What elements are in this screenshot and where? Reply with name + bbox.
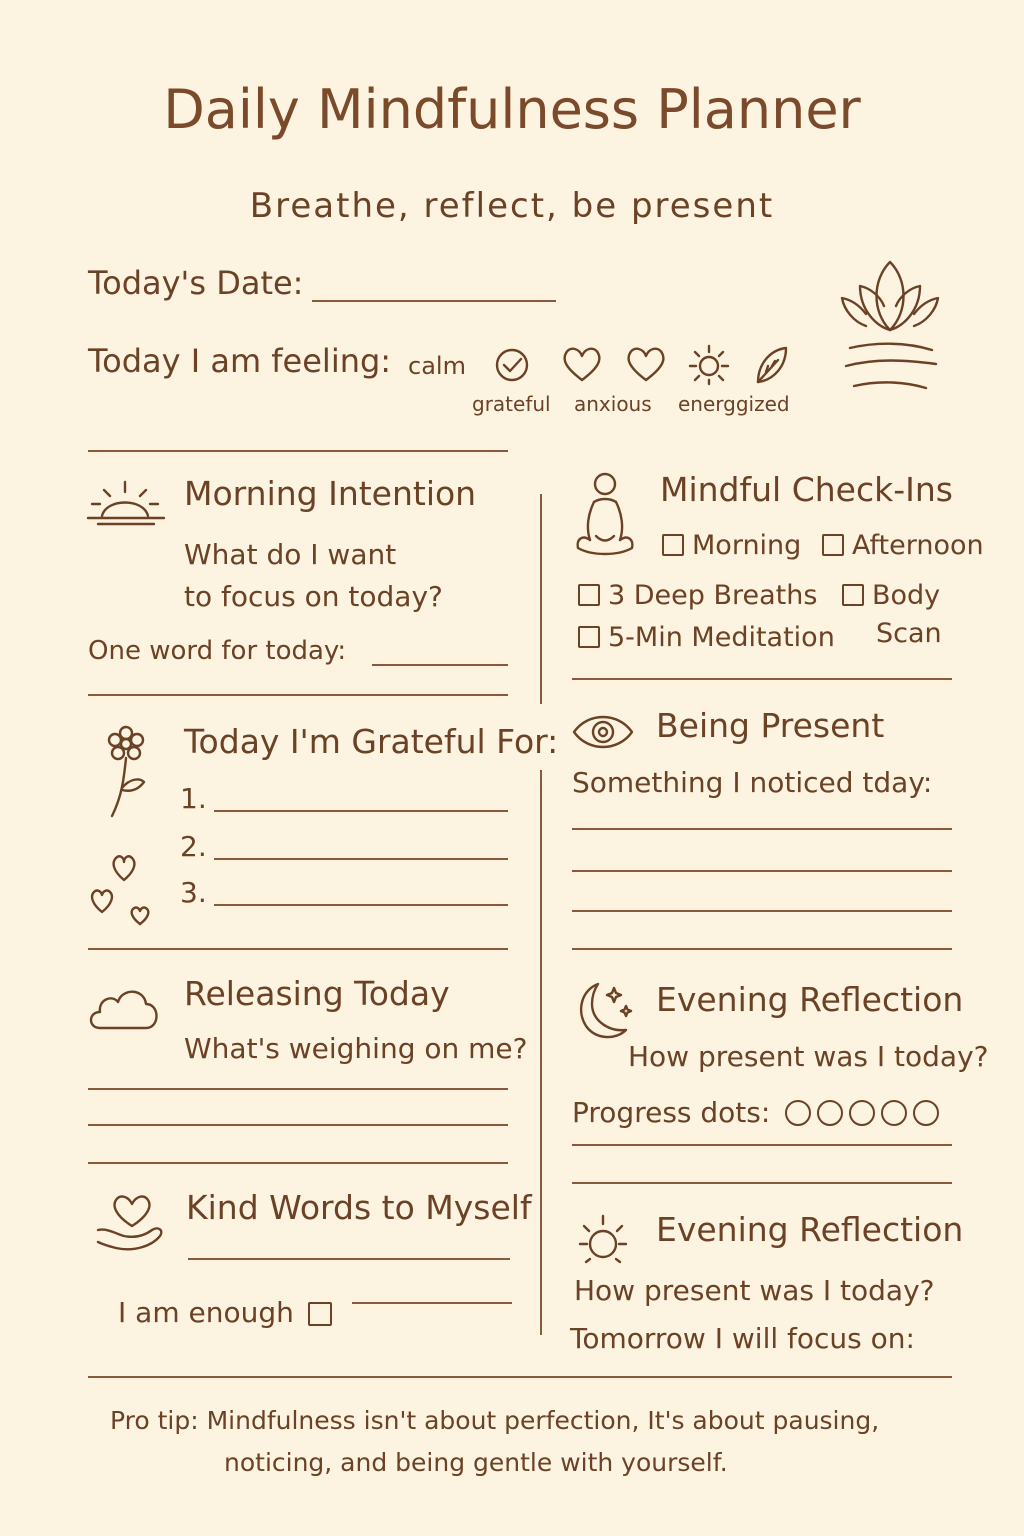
pro-tip-line-2: noticing, and being gentle with yourself. [224, 1448, 728, 1477]
enough-checkbox[interactable] [308, 1302, 340, 1328]
kind-line[interactable] [188, 1258, 510, 1260]
pro-tip-text-1: Mindfulness isn't about perfection, It's about pausing, [206, 1406, 880, 1435]
grateful-item-3-line[interactable] [214, 904, 508, 906]
one-word-label: One word for today: [88, 636, 347, 666]
present-line-1[interactable] [572, 828, 952, 830]
flower-icon [100, 724, 156, 820]
checkbox-icon[interactable] [822, 534, 844, 556]
morning-question-1: What do I want [184, 538, 397, 571]
checkbox-icon[interactable] [578, 584, 600, 606]
moon-stars-icon [568, 976, 638, 1046]
checkin-meditation-label: 5-Min Meditation [608, 622, 835, 653]
releasing-line-1[interactable] [88, 1088, 508, 1090]
check-circle-icon[interactable] [494, 345, 534, 385]
sun-icon [572, 1212, 634, 1270]
pro-tip-line-1 [110, 1406, 879, 1435]
enough-label: I am enough [118, 1296, 294, 1329]
hearts-icon [88, 846, 158, 930]
releasing-title: Releasing Today [184, 974, 450, 1013]
one-word-input-line[interactable] [372, 664, 508, 666]
heart-hand-icon [94, 1190, 170, 1256]
grateful-item-1-line[interactable] [214, 810, 508, 812]
feeling-label: Today I am feeling: [88, 342, 392, 380]
heart-icon[interactable] [560, 344, 604, 384]
progress-dot-3[interactable] [849, 1100, 875, 1126]
present-prompt: Something I noticed tday: [572, 766, 933, 799]
morning-divider [88, 694, 508, 696]
progress-dot-5[interactable] [913, 1100, 939, 1126]
lotus-icon [836, 252, 944, 402]
mood-anxious[interactable]: anxious [574, 392, 652, 416]
present-line-2[interactable] [572, 870, 952, 872]
grateful-item-2-number: 2. [180, 830, 207, 863]
checkin-scan-label: Scan [876, 618, 942, 649]
checkin-morning[interactable] [662, 530, 801, 561]
grateful-item-1-number: 1. [180, 782, 207, 815]
checkin-afternoon[interactable] [822, 530, 984, 561]
checkins-divider [572, 678, 952, 680]
progress-dots-label: Progress dots: [572, 1096, 771, 1129]
present-line-3[interactable] [572, 910, 952, 912]
checkbox-icon[interactable] [308, 1302, 332, 1326]
evening2-prompt: How present was I today? [574, 1274, 935, 1307]
evening1-title: Evening Reflection [656, 980, 964, 1019]
checkins-title: Mindful Check-Ins [660, 470, 953, 509]
grateful-item-2-line[interactable] [214, 858, 508, 860]
pro-tip-label: Pro tip: [110, 1406, 199, 1435]
mood-energized[interactable]: energgized [678, 392, 790, 416]
footer-divider [88, 1376, 952, 1378]
progress-dot-4[interactable] [881, 1100, 907, 1126]
header-divider [88, 450, 508, 452]
heart-outline-icon[interactable] [624, 344, 668, 384]
evening1-line-2[interactable] [572, 1182, 952, 1184]
checkin-breaths[interactable] [578, 580, 817, 611]
morning-title: Morning Intention [184, 474, 477, 513]
checkin-body-label: Body [872, 580, 941, 611]
mood-grateful[interactable]: grateful [472, 392, 551, 416]
page-title: Daily Mindfulness Planner [163, 78, 861, 141]
date-input-line[interactable] [312, 300, 556, 302]
progress-dot-1[interactable] [785, 1100, 811, 1126]
morning-question-2: to focus on today? [184, 580, 443, 613]
checkbox-icon[interactable] [842, 584, 864, 606]
mood-calm[interactable]: calm [408, 352, 466, 380]
leaf-icon[interactable] [752, 344, 792, 386]
evening1-line-1[interactable] [572, 1144, 952, 1146]
checkin-breaths-label: 3 Deep Breaths [608, 580, 818, 611]
present-line-4[interactable] [572, 948, 952, 950]
page-subtitle: Breathe, reflect, be present [249, 186, 775, 226]
column-divider-bottom [540, 770, 542, 1335]
meditation-person-icon [572, 470, 638, 560]
grateful-title: Today I'm Grateful For: [184, 722, 559, 761]
checkbox-icon[interactable] [662, 534, 684, 556]
tomorrow-label: Tomorrow I will focus on: [570, 1322, 915, 1355]
grateful-divider [88, 948, 508, 950]
releasing-line-2[interactable] [88, 1124, 508, 1126]
checkin-afternoon-label: Afternoon [852, 530, 984, 561]
evening2-title: Evening Reflection [656, 1210, 964, 1249]
present-title: Being Present [656, 706, 885, 745]
grateful-item-3-number: 3. [180, 876, 207, 909]
checkin-body[interactable] [842, 580, 940, 611]
evening1-prompt: How present was I today? [628, 1040, 989, 1073]
kind-title: Kind Words to Myself [186, 1188, 532, 1227]
checkbox-icon[interactable] [578, 626, 600, 648]
checkin-morning-label: Morning [692, 530, 802, 561]
sunrise-icon [84, 476, 168, 528]
releasing-line-3[interactable] [88, 1162, 508, 1164]
sun-icon[interactable] [684, 342, 734, 386]
cloud-icon [86, 984, 162, 1032]
checkin-meditation[interactable] [578, 622, 835, 653]
releasing-prompt: What's weighing on me? [184, 1032, 528, 1065]
date-label: Today's Date: [88, 264, 304, 302]
column-divider-top [540, 494, 542, 704]
progress-dots [572, 1096, 939, 1129]
progress-dot-2[interactable] [817, 1100, 843, 1126]
enough-line[interactable] [352, 1302, 512, 1304]
eye-icon [570, 712, 636, 752]
